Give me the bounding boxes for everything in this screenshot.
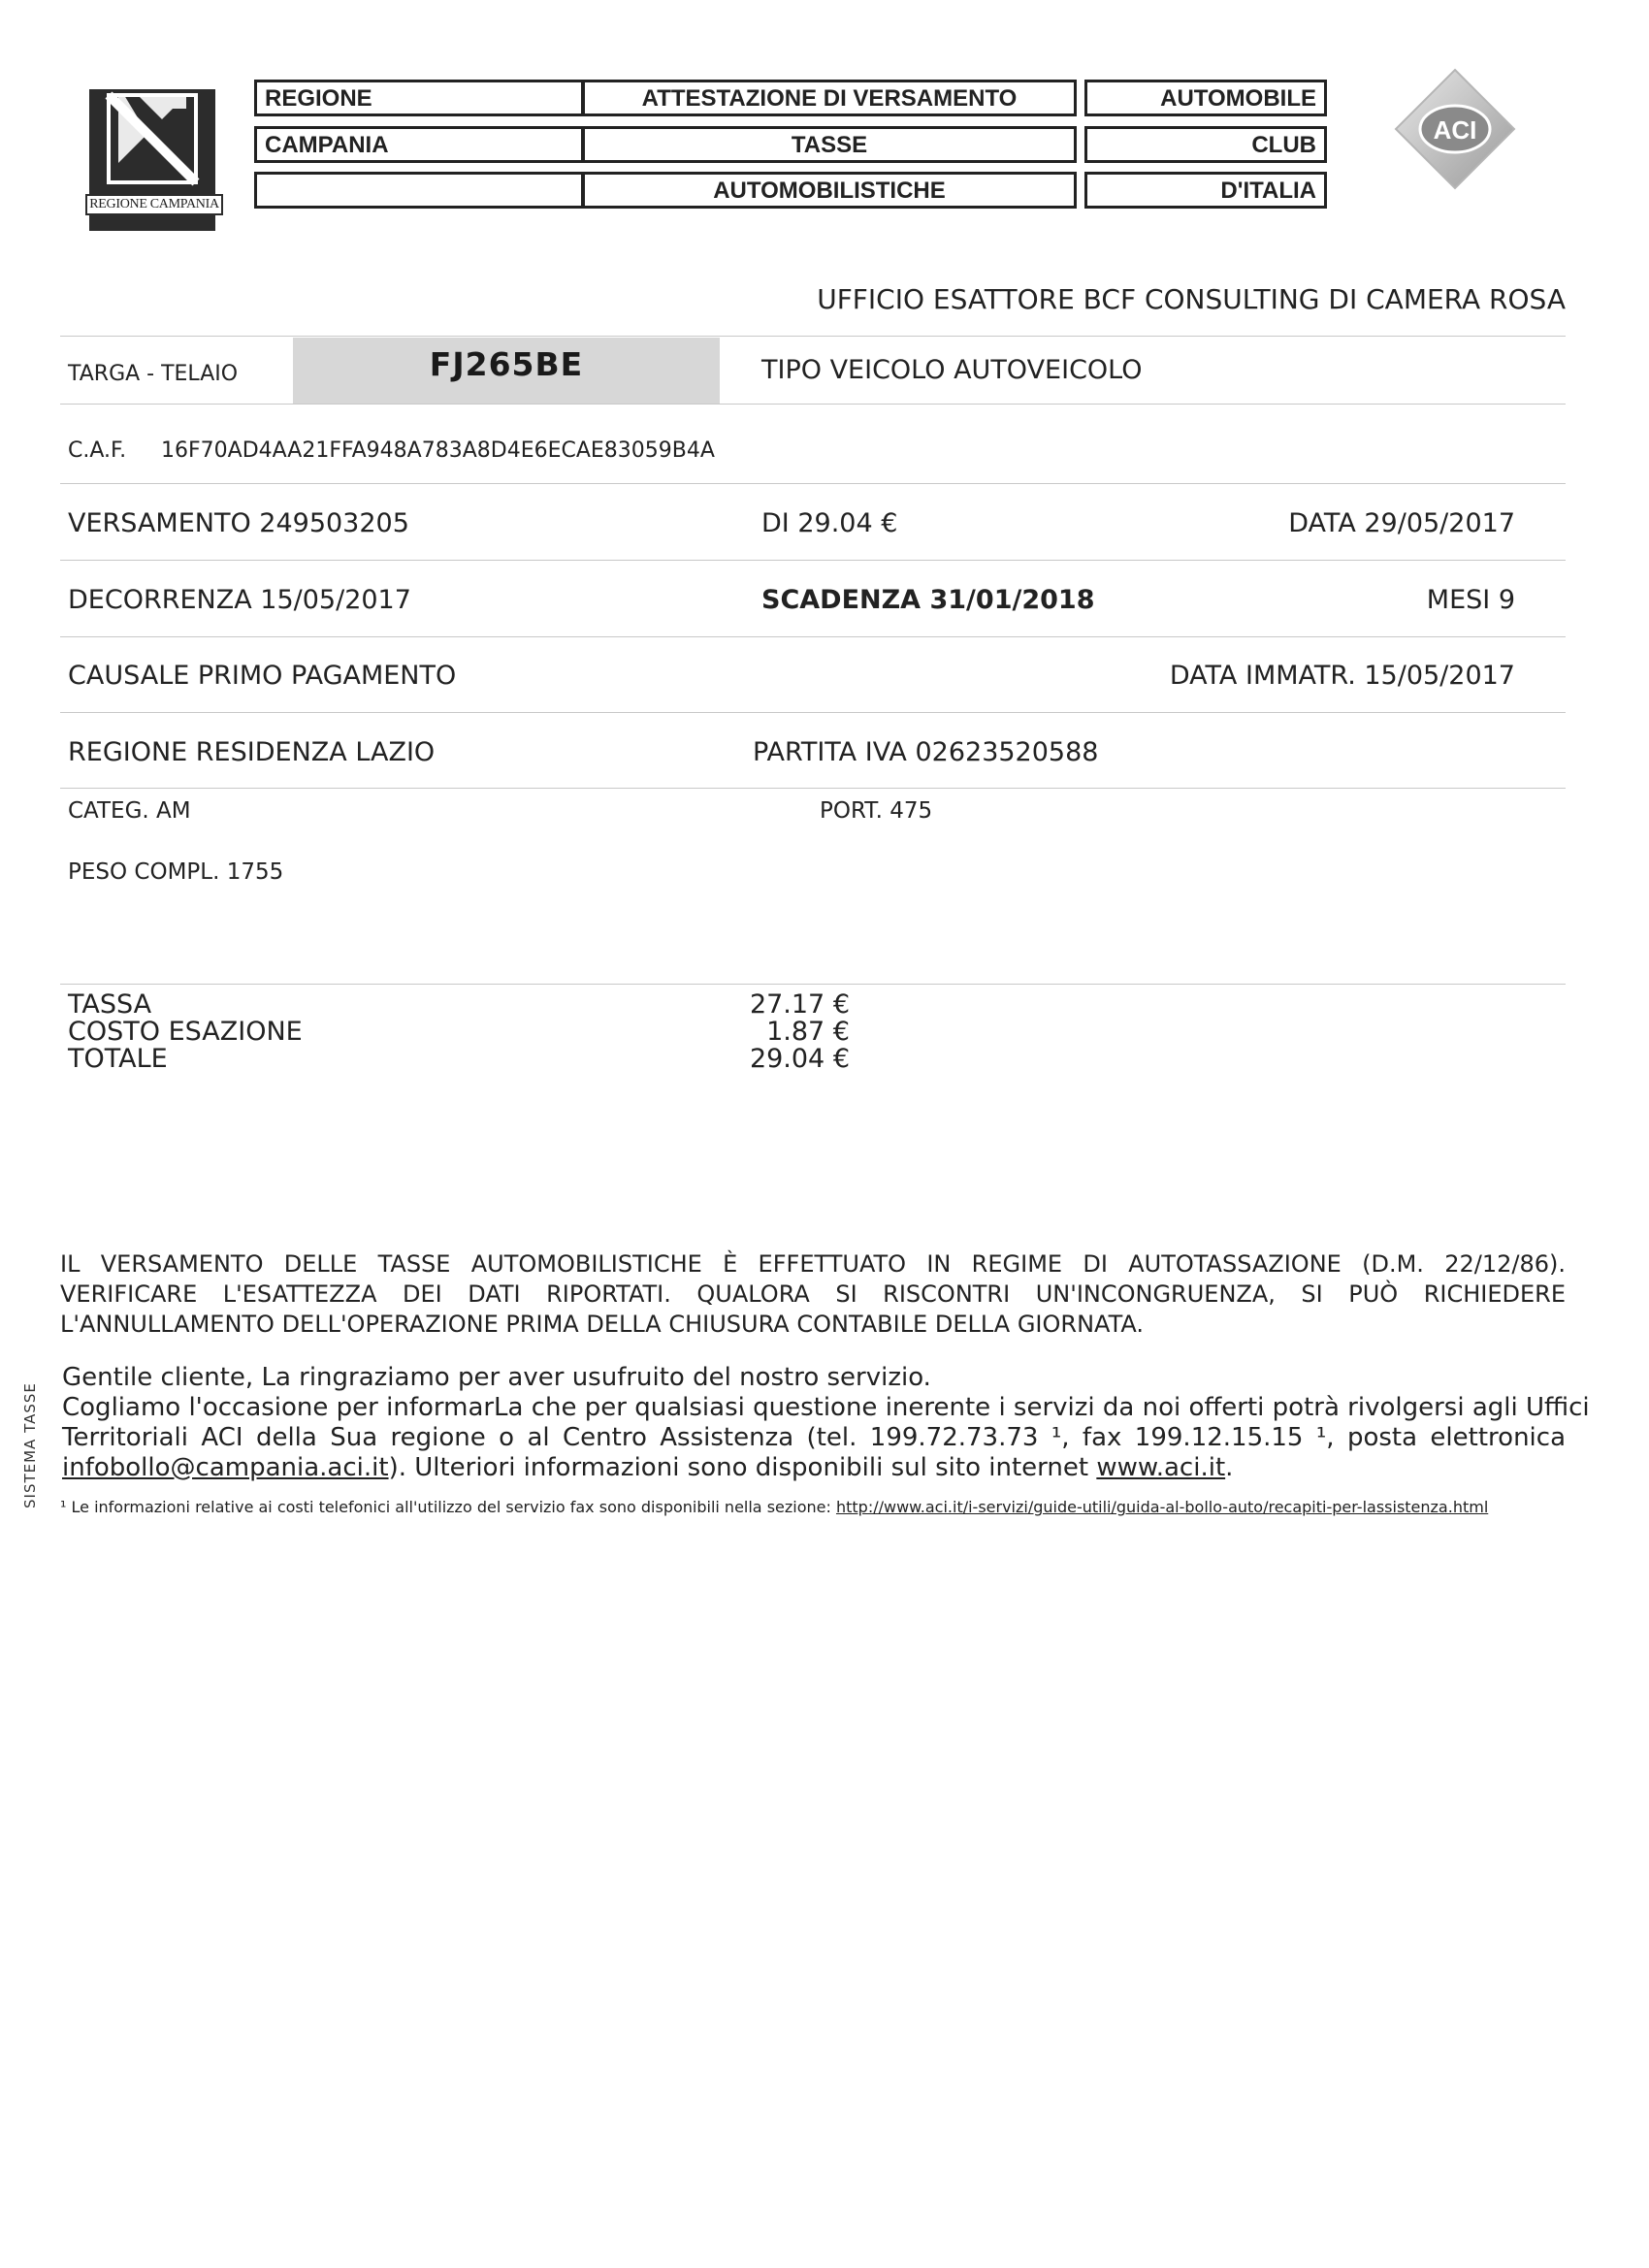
aci-logo-text: ACI — [1433, 115, 1477, 145]
targa-label: TARGA - TELAIO — [68, 362, 239, 386]
email-link[interactable]: infobollo@campania.aci.it — [62, 1453, 389, 1482]
message-line: Gentile cliente, La ringraziamo per aver usufruito del nostro servizio. — [62, 1363, 931, 1392]
footnote-text: ¹ Le informazioni relative ai costi telefonici all'utilizzo del servizio fax sono disponibili nella sezione: — [60, 1498, 836, 1516]
footnote — [60, 1498, 1566, 1516]
versamento: VERSAMENTO 249503205 — [68, 508, 409, 538]
header-ditalia: D'ITALIA — [1084, 172, 1327, 209]
regione-campania-caption: REGIONE CAMPANIA — [85, 194, 223, 215]
totale-label: TOTALE — [68, 1044, 168, 1074]
notice-line: IL VERSAMENTO DELLE TASSE AUTOMOBILISTICHE È EFFETTUATO IN REGIME DI AUTOTASSAZIONE (D.M. 22/12/86). — [60, 1250, 1566, 1278]
mesi: MESI 9 — [1426, 585, 1515, 615]
costo-esazione-label: COSTO ESAZIONE — [68, 1017, 303, 1047]
website-link[interactable]: www.aci.it — [1096, 1453, 1226, 1482]
tipo-veicolo: TIPO VEICOLO AUTOVEICOLO — [761, 355, 1143, 385]
totale-value: 29.04 € — [749, 1044, 850, 1074]
tassa-value: 27.17 € — [749, 989, 850, 1020]
logo-base — [89, 215, 215, 231]
customer-message — [62, 1363, 1590, 1483]
data-immatricolazione: DATA IMMATR. 15/05/2017 — [1169, 661, 1515, 691]
divider — [60, 404, 1566, 405]
costo-esazione-value: 1.87 € — [766, 1017, 850, 1047]
header-regione: REGIONE — [254, 80, 584, 116]
peso-complessivo: PESO COMPL. 1755 — [68, 859, 284, 885]
header-campania: CAMPANIA — [254, 126, 584, 163]
portata: PORT. 475 — [820, 798, 933, 824]
aci-logo — [1392, 66, 1518, 192]
divider — [60, 336, 1566, 337]
caf-value: 16F70AD4AA21FFA948A783A8D4E6ECAE83059B4A — [161, 438, 715, 463]
ufficio-esattore: UFFICIO ESATTORE BCF CONSULTING DI CAMERA ROSA — [817, 283, 1566, 315]
divider — [60, 788, 1566, 789]
caf-label: C.A.F. — [68, 438, 127, 463]
divider — [60, 483, 1566, 484]
header-automobile: AUTOMOBILE — [1084, 80, 1327, 116]
header-tasse: TASSE — [582, 126, 1077, 163]
notice-line: VERIFICARE L'ESATTEZZA DEI DATI RIPORTATI. QUALORA SI RISCONTRI UN'INCONGRUENZA, SI PUÒ RICHIEDERE — [60, 1280, 1566, 1308]
causale: CAUSALE PRIMO PAGAMENTO — [68, 661, 457, 691]
message-text: ). Ulteriori informazioni sono disponibili sul sito internet — [388, 1453, 1097, 1482]
scadenza: SCADENZA 31/01/2018 — [761, 585, 1095, 615]
message-text: . — [1225, 1453, 1234, 1482]
header-club: CLUB — [1084, 126, 1327, 163]
regione-campania-logo — [85, 89, 221, 237]
regione-residenza: REGIONE RESIDENZA LAZIO — [68, 737, 436, 767]
message-line: Territoriali ACI della Sua regione o al Centro Assistenza (tel. 199.72.73.73 ¹, fax 199.12.15.15 ¹, posta elettronica — [62, 1423, 1566, 1452]
categoria: CATEG. AM — [68, 798, 191, 824]
divider — [60, 984, 1566, 985]
message-line: Cogliamo l'occasione per informarLa che per qualsiasi questione inerente i servizi da noi offerti potrà rivolgersi agli Uffici — [62, 1393, 1590, 1422]
notice-line: L'ANNULLAMENTO DELL'OPERAZIONE PRIMA DELLA CHIUSURA CONTABILE DELLA GIORNATA. — [60, 1311, 1145, 1338]
tassa-label: TASSA — [68, 989, 152, 1020]
importo: DI 29.04 € — [761, 508, 898, 538]
divider — [60, 712, 1566, 713]
decorrenza: DECORRENZA 15/05/2017 — [68, 585, 411, 615]
header-automobilistiche: AUTOMOBILISTICHE — [582, 172, 1077, 209]
header-empty-box — [254, 172, 584, 209]
targa-value: FJ265BE — [429, 345, 584, 383]
partita-iva: PARTITA IVA 02623520588 — [753, 737, 1099, 767]
side-label: SISTEMA TASSE — [21, 1382, 39, 1508]
data-versamento: DATA 29/05/2017 — [1288, 508, 1515, 538]
footnote-link[interactable]: http://www.aci.it/i-servizi/guide-utili/guida-al-bollo-auto/recapiti-per-lassistenza.html — [835, 1498, 1489, 1516]
message-line — [62, 1453, 1566, 1483]
divider — [60, 636, 1566, 637]
header-attestazione: ATTESTAZIONE DI VERSAMENTO — [582, 80, 1077, 116]
divider — [60, 560, 1566, 561]
